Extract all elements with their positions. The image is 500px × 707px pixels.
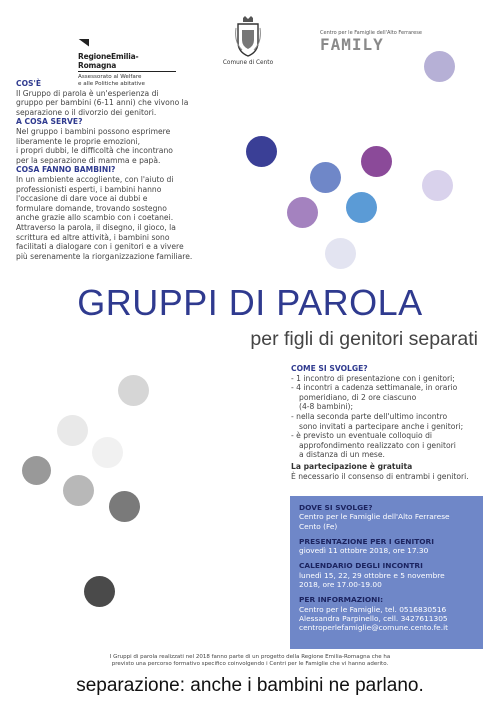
intro-line: Attraverso la parola, il disegno, il gioco, la: [16, 222, 176, 232]
footer-note-line: previsto una percorso formativo specifico coinvolgendo i Centri per le Famiglie che vi hanno aderito.: [111, 661, 389, 667]
come-item-cont: pomeridiano, di 2 ore ciascuno: [299, 392, 417, 402]
intro-line: gruppo per bambini (6-11 anni) che vivono la: [16, 98, 189, 108]
decor-dot: [346, 192, 377, 223]
regione-sub-1: Assessorato al Welfare: [78, 73, 142, 80]
info-phone: Centro per le Famiglie, tel. 0516830516: [299, 604, 447, 614]
regione-sub-2: e alle Politiche abitative: [78, 80, 145, 87]
consent-note: È necessario il consenso di entrambi i genitori.: [291, 471, 469, 481]
free-note: La partecipazione è gratuita: [291, 461, 413, 471]
info-cell: Alessandra Parpinello, cell. 3427611305: [299, 613, 448, 623]
decor-dot: [325, 238, 356, 269]
calendario-line: 2018, ore 17.00-19.00: [299, 580, 382, 590]
family-logo: [320, 30, 430, 53]
intro-line: anche grazie allo scambio con i coetanei.: [16, 213, 174, 223]
regione-mark-icon: [78, 39, 89, 47]
come-heading: COME SI SVOLGE?: [291, 364, 368, 373]
info-email[interactable]: centroperlefamiglie@comune.cento.fe.it: [299, 623, 449, 633]
comune-label: Comune di Cento: [222, 60, 274, 66]
intro-line: i propri dubbi, le difficoltà che incontrano: [16, 146, 173, 156]
regione-name: RegioneEmilia-Romagna: [78, 52, 176, 72]
intro-line: Il Gruppo di parola è un'esperienza di: [16, 88, 159, 98]
decor-dot: [22, 456, 51, 485]
intro-line: Nel gruppo i bambini possono esprimere: [16, 126, 171, 136]
come-item: - 1 incontro di presentazione con i genitori;: [291, 373, 455, 383]
come-item-cont: sono invitati a partecipare anche i genitori;: [299, 421, 464, 431]
decor-dot: [287, 197, 318, 228]
decor-dot: [310, 162, 341, 193]
intro-line: l'occasione di dare voce ai dubbi e: [16, 194, 148, 204]
dove-line: Cento (Fe): [299, 521, 338, 531]
intro-line: più serenamente la riorganizzazione familiare.: [16, 251, 193, 261]
info-heading: PER INFORMAZIONI:: [299, 595, 384, 605]
decor-dot: [92, 437, 123, 468]
decor-dot: [424, 51, 455, 82]
intro-line: formulare domande, trovando sostegno: [16, 203, 167, 213]
info-box: [290, 496, 483, 649]
decor-dot: [246, 136, 277, 167]
come-item: - nella seconda parte dell'ultimo incontro: [291, 411, 448, 421]
dove-line: Centro per le Famiglie dell'Alto Ferrarese: [299, 512, 450, 522]
intro-heading-1: COS'È: [16, 79, 42, 88]
come-section: [291, 364, 491, 481]
intro-line: In un ambiente accogliente, con l'aiuto di: [16, 174, 174, 184]
decor-dot: [63, 475, 94, 506]
tagline: separazione: anche i bambini ne parlano.: [76, 675, 424, 696]
decor-dot: [361, 146, 392, 177]
page-title: GRUPPI DI PAROLA: [77, 282, 423, 323]
footer-note: [70, 654, 430, 668]
presentazione-heading: PRESENTAZIONE PER I GENITORI: [299, 536, 434, 546]
intro-line: separazione o il divorzio dei genitori.: [16, 107, 157, 117]
decor-dot: [118, 375, 149, 406]
intro-line: scrittura ed altre attività, i bambini sono: [16, 232, 170, 242]
come-item-cont: approfondimento realizzato con i genitori: [299, 440, 456, 450]
family-word: FAMILY: [320, 35, 384, 54]
dove-heading: DOVE SI SVOLGE?: [299, 503, 373, 512]
intro-line: facilitati a dialogare con i genitori e a vivere: [16, 242, 184, 252]
intro-line: professionisti esperti, i bambini hanno: [16, 184, 162, 194]
decor-dot: [422, 170, 453, 201]
calendario-heading: CALENDARIO DEGLI INCONTRI: [299, 561, 423, 571]
intro-line: per la separazione di mamma e papà.: [16, 155, 161, 165]
decor-dot: [84, 576, 115, 607]
family-caption: Centro per le Famiglie dell'Alto Ferrarese: [320, 30, 422, 36]
crest-icon: [234, 16, 262, 58]
come-item-cont: (4-8 bambini);: [299, 402, 354, 412]
intro-section: [16, 79, 216, 261]
page-subtitle: per figli di genitori separati: [250, 328, 478, 350]
come-item-cont: a distanza di un mese.: [299, 450, 385, 460]
intro-heading-2: A COSA SERVE?: [16, 117, 83, 127]
decor-dot: [109, 491, 140, 522]
intro-line: liberamente le proprie emozioni,: [16, 136, 140, 146]
decor-dot: [57, 415, 88, 446]
calendario-line: lunedì 15, 22, 29 ottobre e 5 novembre: [299, 570, 445, 580]
come-item: - è previsto un eventuale colloquio di: [291, 431, 433, 441]
footer-note-line: I Gruppi di parola realizzati nel 2018 fanno parte di un progetto della Regione Emilia-Romagna che ha: [109, 654, 391, 660]
intro-heading-3: COSA FANNO BAMBINI?: [16, 165, 116, 175]
presentazione-line: giovedì 11 ottobre 2018, ore 17.30: [299, 546, 429, 556]
come-item: - 4 incontri a cadenza settimanale, in orario: [291, 383, 458, 393]
